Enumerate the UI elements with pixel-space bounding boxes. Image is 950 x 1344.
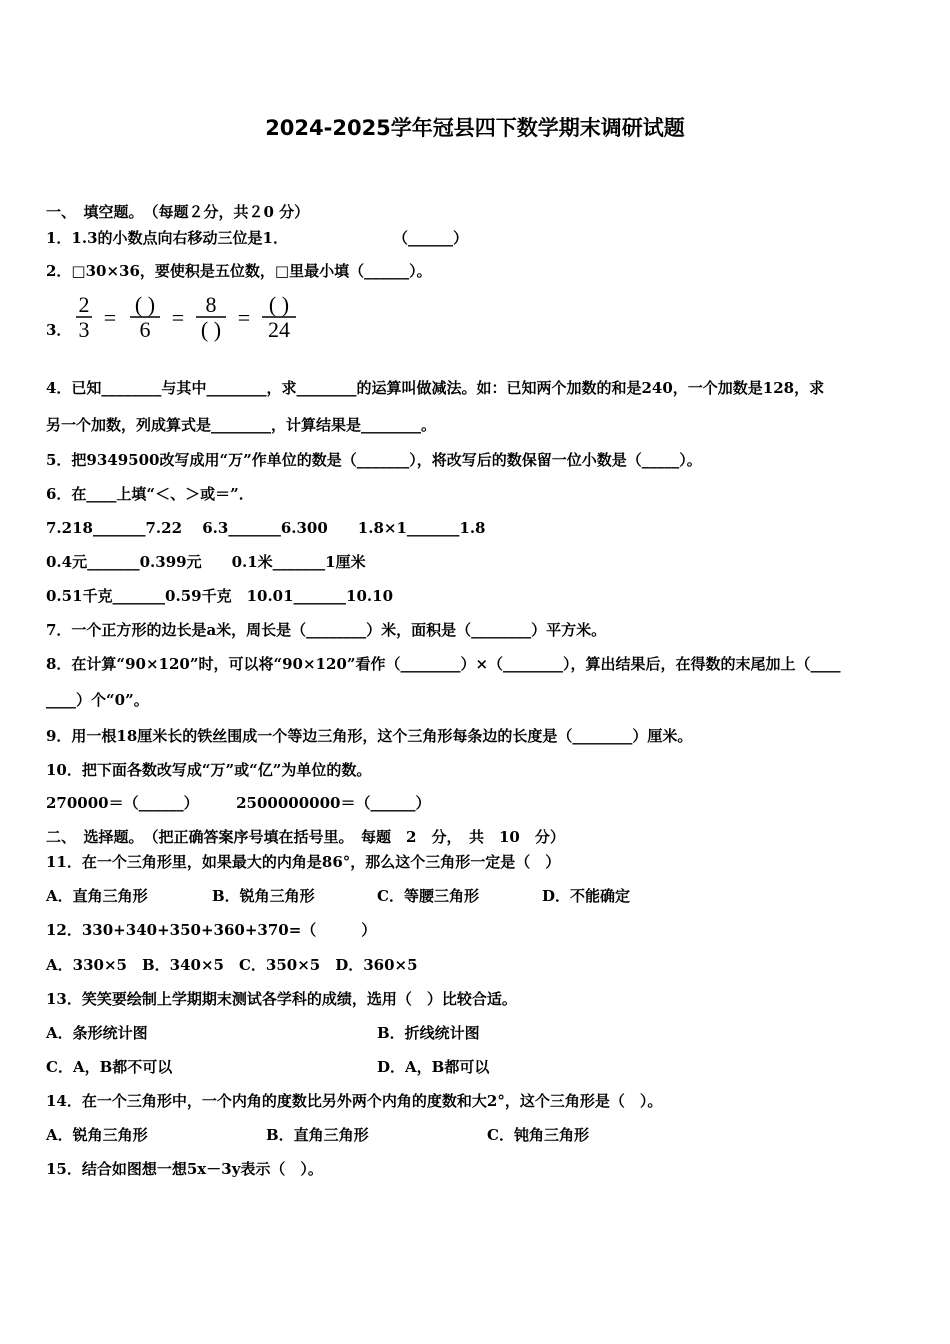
page-title: 2024-2025学年冠县四下数学期末调研试题 bbox=[265, 116, 685, 140]
equals-sign-3: = bbox=[237, 305, 251, 330]
fraction-1-denominator: 3 bbox=[78, 317, 90, 342]
question-9: 9．用一根18厘米长的铁丝围成一个等边三角形，这个三角形每条边的长度是（________）厘米。 bbox=[46, 727, 693, 745]
section1-heading: 一、 填空题。 （每题２分，共２0 分） bbox=[46, 203, 310, 221]
question-3-number: 3． bbox=[46, 321, 72, 339]
question-7: 7．一个正方形的边长是a米，周长是（________）米，面积是（________）平方米。 bbox=[46, 621, 607, 639]
question-4-line-1: 4．已知________与其中________，求________的运算叫做减法。如：已知两个加数的和是240，一个加数是128，求 bbox=[46, 379, 825, 397]
question-13: 13．笑笑要绘制上学期期末测试各学科的成绩，选用（ ）比较合适。 bbox=[46, 990, 517, 1008]
question-10: 10．把下面各数改写成“万”或“亿”为单位的数。 bbox=[46, 761, 372, 779]
question-6: 6．在____上填“＜、＞或＝”． bbox=[46, 485, 254, 503]
question-12-options: A．330×5 B．340×5 C．350×5 D．360×5 bbox=[46, 956, 418, 974]
question-11-option-d: D．不能确定 bbox=[542, 887, 631, 905]
question-15: 15．结合如图想一想5x－3y表示（ ）。 bbox=[46, 1160, 323, 1178]
fraction-1-numerator: 2 bbox=[78, 292, 90, 317]
question-11-option-b: B．锐角三角形 bbox=[212, 887, 315, 905]
question-12: 12．330+340+350+360+370=（ ） bbox=[46, 921, 377, 939]
section2-heading: 二、 选择题。 （把正确答案序号填在括号里。 每题 2 分， 共 10 分） bbox=[46, 828, 565, 846]
question-1: 1．1.3的小数点向右移动三位是1． （______） bbox=[46, 229, 468, 247]
question-14-option-a: A．锐角三角形 bbox=[46, 1126, 148, 1144]
question-4-line-2: 另一个加数，列成算式是________，计算结果是________。 bbox=[46, 416, 437, 434]
question-8-line-1: 8．在计算“90×120”时，可以将“90×120”看作（________）×（________），算出结果后，在得数的末尾加上（____ bbox=[46, 655, 841, 673]
question-14: 14．在一个三角形中，一个内角的度数比另外两个内角的度数和大2°，这个三角形是（ ）。 bbox=[46, 1092, 663, 1110]
fraction-4-denominator: 24 bbox=[268, 317, 290, 342]
question-13-option-b: B．折线统计图 bbox=[377, 1024, 480, 1042]
equals-sign-2: = bbox=[171, 305, 185, 330]
question-8-line-2: ____）个“0”。 bbox=[46, 691, 149, 709]
question-6-row-1: 7.218_______7.22 6.3_______6.300 1.8×1_______1.8 bbox=[46, 519, 486, 537]
question-13-option-c: C．A，B都不可以 bbox=[46, 1058, 173, 1076]
question-11-option-a: A．直角三角形 bbox=[46, 887, 148, 905]
question-13-option-a: A．条形统计图 bbox=[46, 1024, 148, 1042]
question-14-option-c: C．钝角三角形 bbox=[487, 1126, 589, 1144]
fraction-2-numerator: ( ) bbox=[134, 292, 156, 317]
question-6-row-2: 0.4元_______0.399元 0.1米_______1厘米 bbox=[46, 553, 366, 571]
question-14-option-b: B．直角三角形 bbox=[266, 1126, 369, 1144]
question-3-fraction-equation bbox=[46, 292, 316, 344]
question-2: 2．□30×36，要使积是五位数，□里最小填（______）。 bbox=[46, 262, 432, 280]
question-6-row-3: 0.51千克_______0.59千克 10.01_______10.10 bbox=[46, 587, 394, 605]
question-11-option-c: C．等腰三角形 bbox=[377, 887, 479, 905]
question-5: 5．把9349500改写成用“万”作单位的数是（_______），将改写后的数保留一位小数是（_____）。 bbox=[46, 451, 702, 469]
question-10-row: 270000＝（______） 2500000000＝（______） bbox=[46, 794, 431, 812]
fraction-2-denominator: 6 bbox=[139, 317, 151, 342]
fraction-3-numerator: 8 bbox=[205, 292, 217, 317]
equals-sign-1: = bbox=[103, 305, 117, 330]
question-11: 11．在一个三角形里，如果最大的内角是86°，那么这个三角形一定是（ ） bbox=[46, 853, 561, 871]
question-13-option-d: D．A，B都可以 bbox=[377, 1058, 490, 1076]
fraction-3-denominator: ( ) bbox=[200, 317, 222, 342]
fraction-4-numerator: ( ) bbox=[268, 292, 290, 317]
